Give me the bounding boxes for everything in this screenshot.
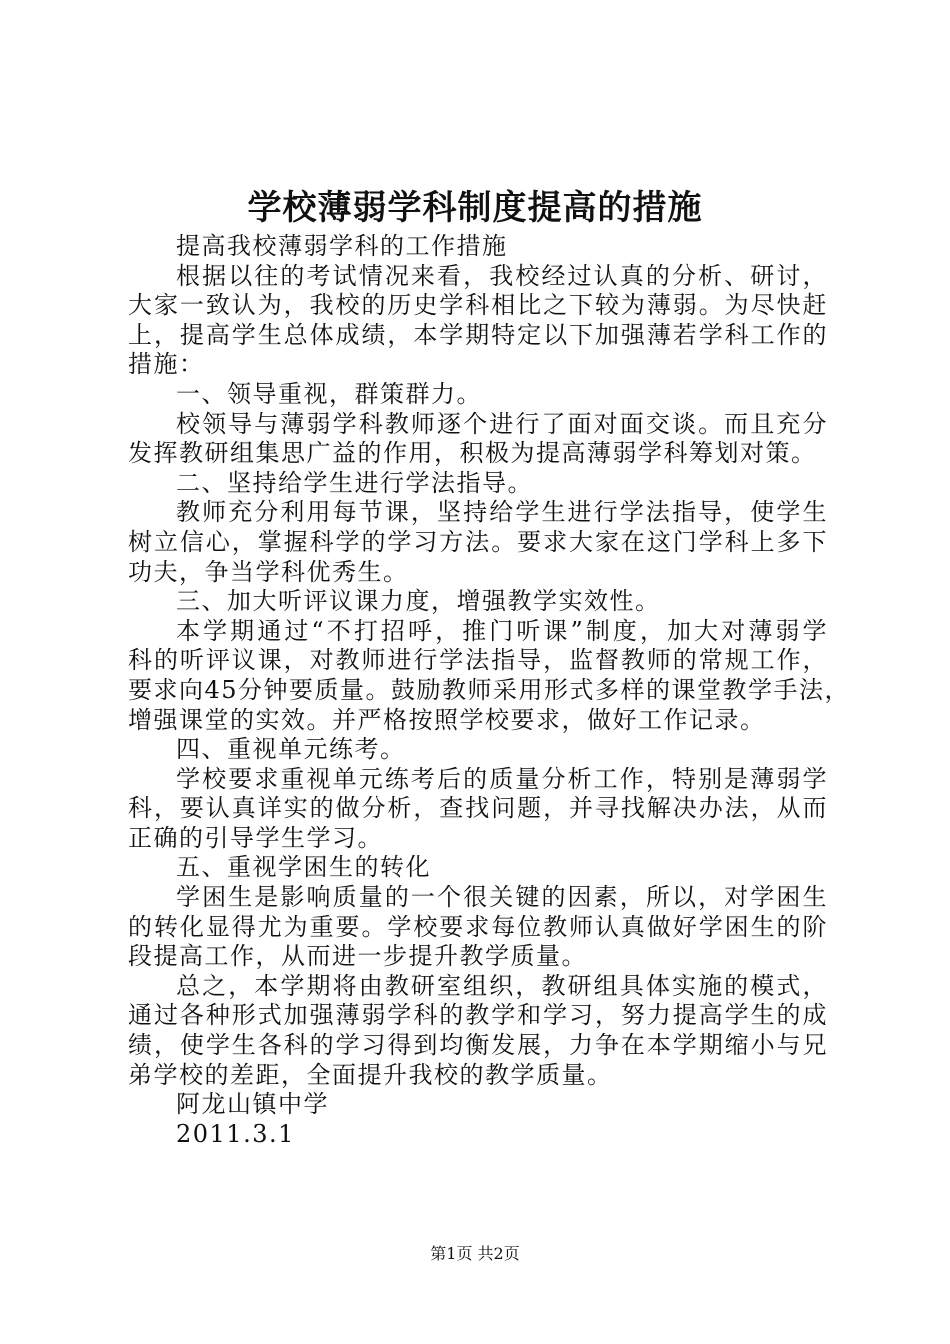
- paragraph-line: 通过各种形式加强薄弱学科的教学和学习，努力提高学生的成: [128, 1001, 828, 1030]
- paragraph-line: 措施：: [128, 350, 205, 379]
- paragraph-line: 要求向45分钟要质量。鼓励教师采用形式多样的课堂教学手法，: [128, 675, 851, 704]
- paragraph-line: 增强课堂的实效。并严格按照学校要求，做好工作记录。: [128, 705, 766, 734]
- paragraph-line: 大家一致认为，我校的历史学科相比之下较为薄弱。为尽快赶: [128, 291, 828, 320]
- paragraph-line: 科的听评议课，对教师进行学法指导，监督教师的常规工作，: [128, 646, 828, 675]
- paragraph-line: 段提高工作，从而进一步提升教学质量。: [128, 942, 587, 971]
- section-heading-5: 五、重视学困生的转化: [176, 853, 431, 882]
- paragraph-line: 根据以往的考试情况来看，我校经过认真的分析、研讨，: [176, 261, 828, 290]
- paragraph-line: 功夫，争当学科优秀生。: [128, 557, 409, 586]
- document-body: [128, 232, 851, 1149]
- paragraph-line: 科，要认真详实的做分析，查找问题，并寻找解决办法，从而: [128, 794, 828, 823]
- paragraph-line: 正确的引导学生学习。: [128, 823, 383, 852]
- paragraph-line: 的转化显得尤为重要。学校要求每位教师认真做好学困生的阶: [128, 912, 828, 941]
- paragraph-line: 总之，本学期将由教研室组织，教研组具体实施的模式，: [176, 971, 828, 1000]
- document-title: 学校薄弱学科制度提高的措施: [247, 188, 703, 228]
- paragraph-line: 学困生是影响质量的一个很关键的因素，所以，对学困生: [176, 883, 828, 912]
- subtitle-line: 提高我校薄弱学科的工作措施: [176, 232, 508, 260]
- paragraph-line: 绩，使学生各科的学习得到均衡发展，力争在本学期缩小与兄: [128, 1031, 828, 1060]
- paragraph-line: 教师充分利用每节课，坚持给学生进行学法指导，使学生: [176, 498, 828, 527]
- paragraph-line: 学校要求重视单元练考后的质量分析工作，特别是薄弱学: [176, 764, 828, 793]
- page-number-footer: 第1页 共2页: [430, 1244, 520, 1263]
- signature-school: 阿龙山镇中学: [176, 1090, 329, 1119]
- section-heading-2: 二、坚持给学生进行学法指导。: [176, 468, 533, 497]
- signature-date: 2011.3.1: [176, 1119, 295, 1148]
- paragraph-line: 发挥教研组集思广益的作用，积极为提高薄弱学科筹划对策。: [128, 439, 817, 468]
- paragraph-line: 树立信心，掌握科学的学习方法。要求大家在这门学科上多下: [128, 527, 828, 556]
- section-heading-4: 四、重视单元练考。: [176, 735, 406, 764]
- section-heading-1: 一、领导重视，群策群力。: [176, 379, 482, 408]
- paragraph-line: 校领导与薄弱学科教师逐个进行了面对面交谈。而且充分: [176, 409, 828, 438]
- section-heading-3: 三、加大听评议课力度，增强教学实效性。: [176, 587, 661, 616]
- paragraph-line: 上，提高学生总体成绩，本学期特定以下加强薄若学科工作的: [128, 320, 828, 349]
- paragraph-line: 弟学校的差距，全面提升我校的教学质量。: [128, 1060, 613, 1089]
- paragraph-line: 本学期通过“不打招呼，推门听课”制度，加大对薄弱学: [176, 616, 828, 645]
